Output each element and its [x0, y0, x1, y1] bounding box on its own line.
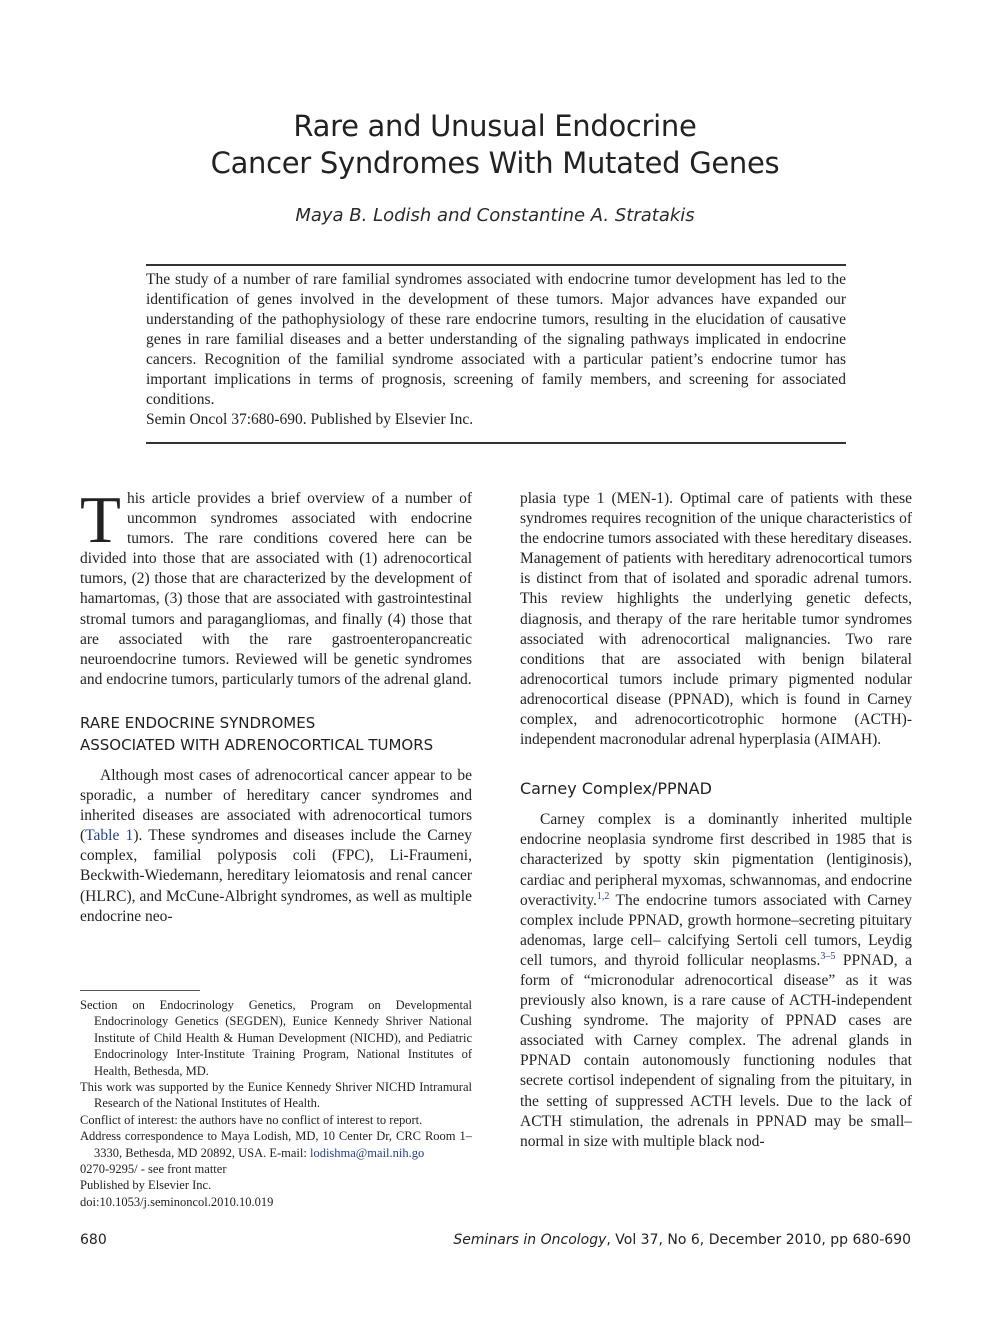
- journal-details: , Vol 37, No 6, December 2010, pp 680-690: [606, 1232, 911, 1248]
- journal-name: Seminars in Oncology: [453, 1232, 607, 1248]
- footnotes: [80, 997, 472, 1210]
- right-column: [520, 489, 912, 1152]
- intro-paragraph: [80, 483, 472, 690]
- subsection-heading: Carney Complex/PPNAD: [520, 779, 712, 799]
- footnote-affiliation: Section on Endocrinology Genetics, Program on Developmental Endocrinology Genetics (SEGDEN), Eunice Kennedy Shriver National Institute of Child Health & Human Development (NICHD), and Pediatric Endocrinology Inter-Institute Training Program, National Institutes of Health, Bethesda, MD.: [80, 998, 472, 1078]
- table-1-link[interactable]: Table 1: [85, 827, 134, 845]
- footnote-doi: doi:10.1053/j.seminoncol.2010.10.019: [80, 1194, 274, 1209]
- section-heading-line-1: RARE ENDOCRINE SYNDROMES: [80, 713, 316, 732]
- drop-cap: T: [80, 483, 121, 557]
- left-column: [80, 483, 472, 927]
- email-link[interactable]: lodishma@mail.nih.go: [309, 1145, 425, 1160]
- intro-text: his article provides a brief overview of a number of uncommon syndromes associated with endocrine tumors. The rare conditions covered here can be divided into those that are associated with (1) adrenocortical tumors, (2) those that are characterized by the development of hamartomas, (3) those that are associated with gastrointestinal stromal tumors and paragangliomas, and finally (4) those that are associated with the rare gastroenteropancreatic neuroendocrine tumors. Reviewed will be genetic syndromes and endocrine tumors, particularly tumors of the adrenal gland.: [80, 490, 472, 688]
- abstract-bottom-rule: [146, 442, 846, 444]
- footnote-conflict: Conflict of interest: the authors have no conflict of interest to report.: [80, 1112, 423, 1127]
- title-line-1: Rare and Unusual Endocrine: [293, 109, 697, 143]
- author-list: Maya B. Lodish and Constantine A. Stratakis: [295, 205, 695, 226]
- section-heading: [80, 712, 472, 756]
- footnote-issn: 0270-9295/ - see front matter: [80, 1162, 227, 1177]
- carney-paragraph: [520, 810, 912, 1152]
- address-text: Address correspondence to Maya Lodish, MD, 10 Center Dr, CRC Room 1–3330, Bethesda, MD 20892, USA. E-mail:: [80, 1129, 472, 1160]
- abstract: [146, 270, 846, 430]
- footnote-address: [80, 1128, 472, 1161]
- paragraph-text: Although most cases of adrenocortical cancer appear to be sporadic, a number of hereditary cancer syndromes and inherited diseases are associated with adrenocortical tumors (: [80, 766, 472, 845]
- paragraph-text: Carney complex is a dominantly inherited multiple endocrine neoplasia syndrome first described in 1985 that is characterized by spotty skin pigmentation (lentiginosis), cardiac and peripheral myxomas, schwannomas, and endocrine overactivity.: [520, 811, 912, 909]
- body-paragraph-continued: plasia type 1 (MEN-1). Optimal care of patients with these syndromes requires recognition of the unique characteristics of the endocrine tumors associated with these hereditary diseases. Management of patients with hereditary adrenocortical tumors is distinct from that of isolated and sporadic adrenal tumors. This review highlights the underlying genetic defects, diagnosis, and therapy of the rare heritable tumor syndromes associated with adrenocortical malignancies. Two rare conditions that are associated with benign bilateral adrenocortical tumors include primary pigmented nodular adrenocortical disease (PPNAD), which is found in Carney complex, and adrenocorticotrophic hormone (ACTH)-independent macronodular adrenal hyperplasia (AIMAH).: [520, 490, 912, 749]
- reference-link-1-2[interactable]: 1,2: [596, 890, 610, 902]
- journal-citation: [453, 1232, 911, 1248]
- paragraph-text-cont: ). These syndromes and diseases include the Carney complex, familial polyposis coli (FPC), Li-Fraumeni, Beckwith-Wiedemann, hereditary leiomatosis and renal cancer (HLRC), and McCune-Albright syndromes, as well as multiple endocrine neo-: [80, 827, 472, 925]
- section-heading-line-2: ASSOCIATED WITH ADRENOCORTICAL TUMORS: [80, 735, 434, 754]
- footnote-rule: [80, 990, 200, 991]
- title-line-2: Cancer Syndromes With Mutated Genes: [210, 146, 780, 180]
- abstract-text: The study of a number of rare familial syndromes associated with endocrine tumor development has led to the identification of genes involved in the development of these tumors. Major advances have expanded our understanding of the pathophysiology of these rare endocrine tumors, resulting in the elucidation of causative genes in rare familial diseases and a better understanding of the signaling pathways implicated in endocrine cancers. Recognition of the familial syndrome associated with a particular patient’s endocrine tumor has important implications in terms of prognosis, screening of family members, and screening for associated conditions.: [146, 271, 846, 408]
- abstract-citation: Semin Oncol 37:680-690. Published by Elsevier Inc.: [146, 411, 474, 428]
- page-number: 680: [80, 1232, 107, 1248]
- abstract-top-rule: [146, 264, 846, 266]
- footnote-publisher: Published by Elsevier Inc.: [80, 1178, 212, 1193]
- body-paragraph: [80, 766, 472, 927]
- paragraph-text-cont: The endocrine tumors associated with Carney complex include PPNAD, growth hormone–secreting pituitary adenomas, large cell– calcifying Sertoli cell tumors, Leydig cell tumors, and thyroid follicular neoplasms.: [520, 891, 912, 969]
- reference-link-3-5[interactable]: 3–5: [820, 950, 836, 962]
- footnote-support: This work was supported by the Eunice Kennedy Shriver NICHD Intramural Research of the National Institutes of Health.: [80, 1080, 472, 1111]
- paragraph-text-end: PPNAD, a form of “micronodular adrenocortical disease” as it was previously also known, is a rare cause of ACTH-independent Cushing syndrome. The majority of PPNAD cases are associated with Carney complex. The adrenal glands in PPNAD contain autonomously functioning nodules that secrete cortisol independent of signaling from the pituitary, in the setting of suppressed ACTH levels. Due to the lack of ACTH stimulation, the adrenals in PPNAD may be small–normal in size with multiple black nod-: [520, 951, 913, 1150]
- article-title: [0, 108, 990, 182]
